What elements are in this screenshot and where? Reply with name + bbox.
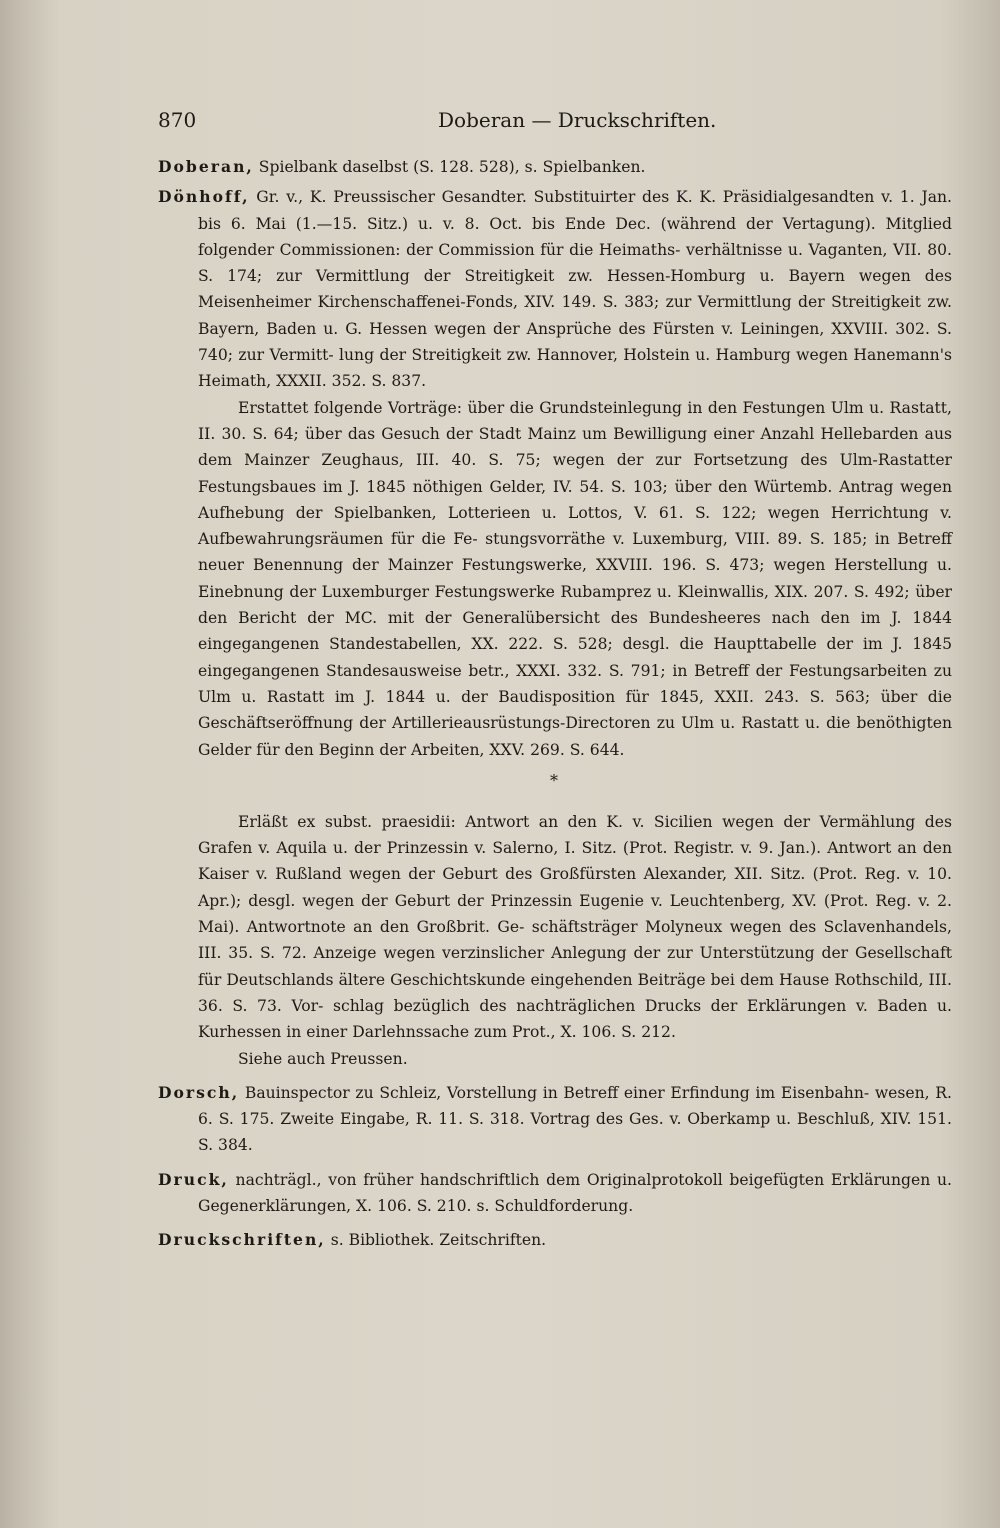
entry-text: Spielbank daselbst (S. 128. 528), s. Spielbanken. — [253, 158, 646, 176]
separator-asterisk: * — [550, 770, 558, 790]
entry-text: nachträgl., von früher handschriftlich dem Originalprotokoll beigefügten Erklärungen u. Gegenerklärungen, X. 106. S. 210. s. Schuldforderung. — [198, 1170, 952, 1215]
entry-text: Bauinspector zu Schleiz, Vorstellung in Betreff einer Erfindung im Eisenbahn- wesen, R. 6. S. 175. Zweite Eingabe, R. 11. S. 318. Vortrag des Ges. v. Oberkamp u. Beschluß, XIV. 151. S. 384. — [198, 1083, 952, 1155]
running-head: Doberan — Druckschriften. — [438, 108, 717, 132]
entry-dorsch — [158, 1080, 952, 1159]
entry-head: Dorsch, — [158, 1082, 240, 1102]
entry-head: Dönhoff, — [158, 187, 250, 207]
entry-doenhoff — [158, 184, 952, 394]
entry-druckschriften — [158, 1227, 952, 1253]
entry-text: Gr. v., K. Preussischer Gesandter. Substituirter des K. K. Präsidialgesandten v. 1. Jan. bis 6. Mai (1.—15. Sitz.) u. v. 8. Oct. bis Ende Dec. (während der Vertagung). Mitglied folgender Commissionen: der Commission für die Heimaths- verhältnisse u. Vaganten, VII. 80. S. 174; zur Vermittlung der Streitigkeit zw. Hessen-Homburg u. Bayern wegen des Meisenheimer Kirchenschaffenei-Fonds, XIV. 149. S. 383; zur Vermittlung der Streitigkeit zw. Bayern, Baden u. G. Hessen wegen der Ansprüche des Fürsten v. Leiningen, XXVIII. 302. S. 740; zur Vermitt- lung der Streitigkeit zw. Hannover, Holstein u. Hamburg wegen Hanemann's Heimath, XXXII. 352. S. 837. — [198, 188, 952, 391]
entry-doenhoff-see-also: Siehe auch Preussen. — [238, 1049, 408, 1068]
page-header — [158, 108, 952, 148]
entry-druck — [158, 1167, 952, 1220]
entry-head: Doberan, — [158, 157, 254, 176]
entry-text: s. Bibliothek. Zeitschriften. — [325, 1231, 547, 1250]
index-entries — [158, 154, 952, 1254]
entry-head: Druck, — [158, 1169, 229, 1189]
separator — [158, 763, 952, 809]
entry-doenhoff-reports: Erstattet folgende Vorträge: über die Grundsteinlegung in den Festungen Ulm u. Rastatt, II. 30. S. 64; über das Gesuch der Stadt Mainz um Bewilligung einer Anzahl Hellebarden aus dem Mainzer Zeughaus, III. 40. S. 75; wegen der zur Fortsetzung des Ulm-Rastatter Festungsbaues im J. 1845 nöthigen Gelder, IV. 54. S. 103; über den Würtemb. Antrag wegen Aufhebung der Spielbanken, Lotterieen u. Lottos, V. 61. S. 122; wegen Herrichtung v. Aufbewahrungsräumen für die Fe- stungsvorräthe v. Luxemburg, VIII. 89. S. 185; in Betreff neuer Benennung der Mainzer Festungswerke, XXVIII. 196. S. 473; wegen Herstellung u. Einebnung der Luxemburger Festungswerke Rubamprez u. Kleinwallis, XIX. 207. S. 492; über den Bericht der MC. mit der Generalübersicht des Bundesheeres nach den im J. 1844 eingegangenen Standestabellen, XX. 222. S. 528; desgl. die Haupttabelle der im J. 1845 eingegangenen Standesausweise betr., XXXI. 332. S. 791; in Betreff der Festungsarbeiten zu Ulm u. Rastatt im J. 1844 u. der Baudisposition für 1845, XXII. 243. S. 563; über die Geschäftseröffnung der Artillerieausrüstungs-Directoren zu Ulm u. Rastatt u. die benöthigten Gelder für den Beginn der Arbeiten, XXV. 269. S. 644. — [198, 398, 952, 759]
page-number: 870 — [158, 108, 197, 132]
entry-head: Druckschriften, — [158, 1230, 326, 1250]
entry-doenhoff-decrees: Erläßt ex subst. praesidii: Antwort an den K. v. Sicilien wegen der Vermählung des Grafen v. Aquila u. der Prinzessin v. Salerno, I. Sitz. (Prot. Registr. v. 9. Jan.). Antwort an den Kaiser v. Rußland wegen der Geburt des Großfürsten Alexander, XII. Sitz. (Prot. Reg. v. 10. Apr.); desgl. wegen der Geburt der Prinzessin Eugenie v. Leuchtenberg, XV. (Prot. Reg. v. 2. Mai). Antwortnote an den Großbrit. Ge- schäftsträger Molyneux wegen des Sclavenhandels, III. 35. S. 72. Anzeige wegen verzinslicher Anlegung der zur Unterstützung der Gesellschaft für Deutschlands ältere Geschichtskunde eingehenden Beiträge bei dem Hause Rothschild, III. 36. S. 73. Vor- schlag bezüglich des nachträglichen Drucks der Erklärungen v. Baden u. Kurhessen in einer Darlehnssache zum Prot., X. 106. S. 212. — [198, 812, 952, 1042]
entry-doberan — [158, 154, 952, 180]
